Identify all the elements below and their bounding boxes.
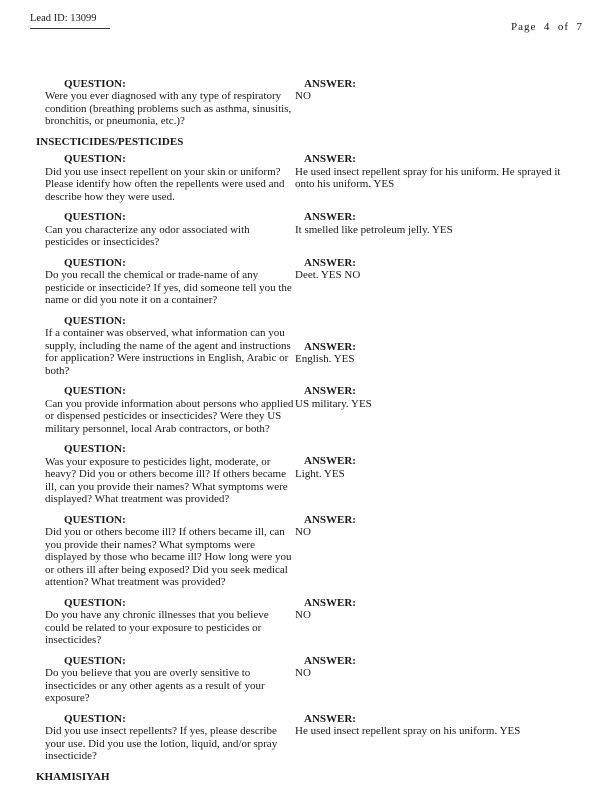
section-heading-insecticides: INSECTICIDES/PESTICIDES <box>36 135 184 148</box>
answer-block <box>295 455 581 506</box>
answer-label: ANSWER: <box>304 596 356 609</box>
lead-id: Lead ID: 13099 <box>30 13 110 29</box>
question-block <box>36 78 295 128</box>
question-label: QUESTION: <box>64 596 126 609</box>
question-block <box>36 655 295 705</box>
answer-text: He used insect repellent spray for his uniform. He sprayed it onto his uniform. YES <box>295 165 561 190</box>
answer-text: He used insect repellent spray on his uniform. YES <box>295 725 521 737</box>
question-text: Do you believe that you are overly sensitive to insecticides or any other agents as a result of your exposure? <box>45 667 265 704</box>
qa-row <box>36 153 581 203</box>
question-label: QUESTION: <box>64 211 126 223</box>
question-block <box>36 211 295 249</box>
answer-text: NO <box>295 667 311 679</box>
page-header <box>0 0 611 34</box>
question-block <box>36 257 295 307</box>
question-label: QUESTION: <box>64 256 126 269</box>
answer-text: Light. YES <box>295 467 345 480</box>
answer-text: Deet. YES NO <box>295 269 361 281</box>
answer-label: ANSWER: <box>304 153 356 165</box>
question-text: If a container was observed, what information can you supply, including the name of the agent and instructions for application? Were instructions in English, Arabic or both? <box>45 327 291 377</box>
qa-row <box>36 443 581 506</box>
answer-block <box>295 341 581 378</box>
question-text: Did you use insect repellents? If yes, please describe your use. Did you use the lotion, liquid, and/or spray insecticide? <box>45 725 278 762</box>
qa-row <box>36 514 581 589</box>
answer-block <box>295 655 581 705</box>
answer-block <box>295 385 581 435</box>
question-text: Did you or others become ill? If others became ill, can you provide their names? What symptoms were displayed by those who became ill? How long were you or others ill after being exposed? Did you seek medical attention? What treatment was provided? <box>45 526 292 588</box>
document-body <box>36 78 581 784</box>
answer-text: English. YES <box>295 353 355 365</box>
question-block <box>36 315 295 378</box>
answer-label: ANSWER: <box>304 77 356 90</box>
qa-row <box>36 315 581 378</box>
question-label: QUESTION: <box>64 712 126 725</box>
answer-label: ANSWER: <box>304 712 356 725</box>
qa-row <box>36 211 581 249</box>
qa-row <box>36 597 581 647</box>
answer-text: NO <box>295 90 311 102</box>
qa-row <box>36 713 581 763</box>
question-text: Can you characterize any odor associated with pesticides or insecticides? <box>45 223 250 248</box>
question-label: QUESTION: <box>64 513 126 526</box>
question-label: QUESTION: <box>64 385 126 397</box>
question-label: QUESTION: <box>64 654 126 667</box>
qa-row <box>36 257 581 307</box>
question-block <box>36 443 295 506</box>
qa-row <box>36 655 581 705</box>
answer-label: ANSWER: <box>304 256 356 269</box>
question-block <box>36 514 295 589</box>
answer-text: It smelled like petroleum jelly. YES <box>295 223 453 236</box>
question-text: Do you have any chronic illnesses that you believe could be related to your exposure to pesticides or insecticides? <box>45 609 269 646</box>
question-text: Can you provide information about persons who applied or dispensed pesticides or insecticides? Were they US military personnel, local Arab contractors, or both? <box>45 397 294 435</box>
question-text: Did you use insect repellent on your skin or uniform? Please identify how often the repellents were used and describe how they were used. <box>45 165 285 203</box>
answer-block <box>295 153 581 203</box>
qa-row <box>36 385 581 435</box>
question-label: QUESTION: <box>64 443 126 455</box>
answer-label: ANSWER: <box>304 455 356 467</box>
section-heading-khamisiyah: KHAMISIYAH <box>36 770 110 783</box>
answer-text: NO <box>295 526 311 538</box>
page-number: Page 4 of 7 <box>510 21 583 33</box>
question-label: QUESTION: <box>64 153 126 165</box>
qa-row <box>36 78 581 128</box>
answer-label: ANSWER: <box>304 385 356 397</box>
answer-block <box>295 514 581 589</box>
question-text: Was your exposure to pesticides light, moderate, or heavy? Did you or others become ill? If others became ill, can you provide their names? What symptoms were displayed? What treatment was provided? <box>45 455 288 505</box>
answer-label: ANSWER: <box>304 654 356 667</box>
question-text: Were you ever diagnosed with any type of respiratory condition (breathing problems such as asthma, sinusitis, bronchitis, or pneumonia, etc.)? <box>45 90 292 127</box>
answer-block <box>295 597 581 647</box>
answer-text: NO <box>295 609 311 621</box>
answer-block <box>295 78 581 128</box>
answer-label: ANSWER: <box>304 340 356 353</box>
question-label: QUESTION: <box>64 77 126 90</box>
question-block <box>36 385 295 435</box>
answer-label: ANSWER: <box>304 513 356 526</box>
answer-block <box>295 257 581 307</box>
question-block <box>36 153 295 203</box>
question-block <box>36 713 295 763</box>
question-block <box>36 597 295 647</box>
answer-text: US military. YES <box>295 397 372 410</box>
answer-block <box>295 211 581 249</box>
question-label: QUESTION: <box>64 314 126 327</box>
answer-block <box>295 713 581 763</box>
answer-label: ANSWER: <box>304 211 356 223</box>
question-text: Do you recall the chemical or trade-name of any pesticide or insecticide? If yes, did someone tell you the name or did you note it on a container? <box>45 269 292 306</box>
